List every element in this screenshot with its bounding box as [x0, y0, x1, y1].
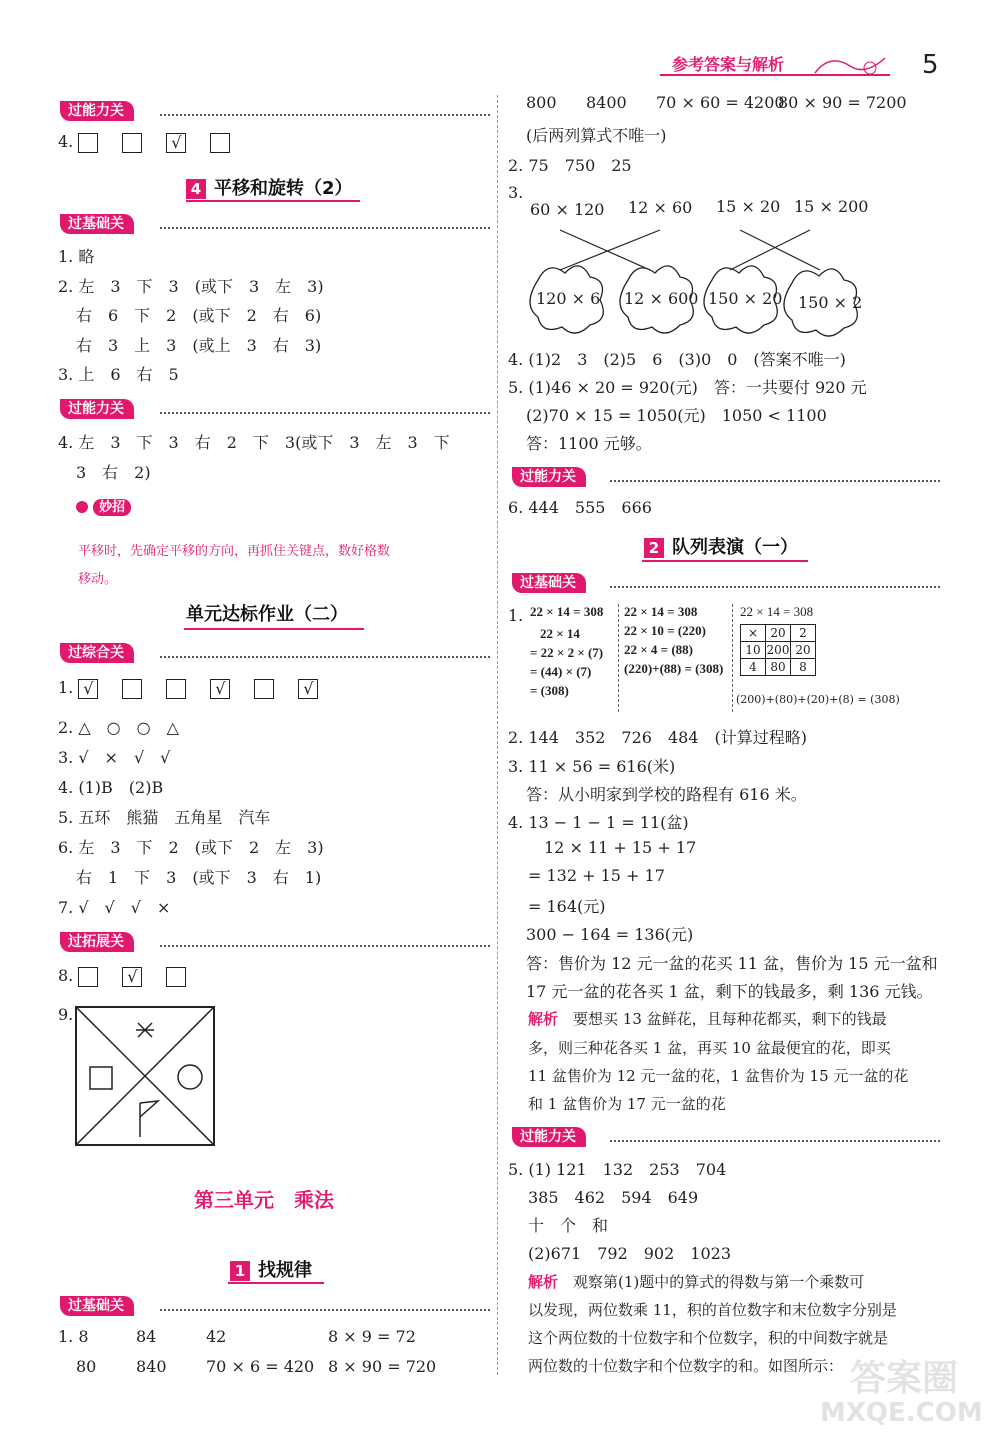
answer-number: 4.	[58, 132, 74, 151]
analysis-text: 和 1 盆售价为 17 元一盆的花	[528, 1095, 726, 1113]
badge-basic: 过基础关	[60, 1296, 134, 1316]
checkbox-checked: √	[298, 679, 318, 699]
watermark-url: MXQE.COM	[820, 1398, 983, 1428]
answer-line: 1. 8	[58, 1327, 89, 1346]
answer-line: 5. (1) 121 132 253 704	[508, 1160, 727, 1179]
answer-line: 2. 75 750 25	[508, 156, 632, 175]
answer-number: 1.	[508, 606, 524, 625]
answer-cell: 840	[136, 1357, 167, 1376]
checkbox-empty	[166, 679, 186, 699]
answer-line: 4. (1)B (2)B	[58, 778, 164, 797]
answer-line: (后两列算式不唯一)	[526, 126, 667, 145]
flower-expr: 150 × 20	[708, 289, 783, 308]
table-cell: 10	[741, 642, 766, 659]
header-decoration-icon	[810, 48, 890, 80]
answer-cell: 80 × 90 = 7200	[778, 93, 907, 112]
section-number: 1	[230, 1261, 250, 1281]
method-line: = (44) × (7)	[530, 664, 592, 679]
badge-extension: 过拓展关	[60, 932, 134, 952]
answer-cell: 84	[136, 1327, 157, 1346]
section-title-text: 队列表演（一）	[672, 537, 798, 558]
answer-line: 2. 144 352 726 484 (计算过程略)	[508, 728, 807, 747]
flower-expr: 150 × 2	[798, 293, 863, 312]
dotted-rule	[160, 412, 490, 414]
answer-cell: 70 × 60 = 4200	[656, 93, 785, 112]
column-divider	[497, 95, 498, 1375]
answer-line: 3 右 2)	[76, 463, 151, 482]
analysis-text: 这个两位数的十位数字和个位数字，积的中间数字就是	[528, 1329, 889, 1347]
analysis-text: 要想买 13 盆鲜花，且每种花都买，剩下的钱最	[573, 1010, 887, 1028]
answer-cell: 800	[526, 93, 557, 112]
answer-line: 5. (1)46 × 20 = 920(元) 答：一共要付 920 元	[508, 378, 867, 397]
checkbox-checked: √	[78, 679, 98, 699]
analysis-text: 以发现，两位数乘 11，积的首位数字和末位数字分别是	[528, 1301, 897, 1319]
answer-line: 2. 左 3 下 3 (或下 3 左 3)	[58, 277, 324, 296]
table-row	[741, 642, 816, 659]
table-cell: 200	[766, 643, 790, 657]
analysis-label: 解析	[528, 1010, 559, 1028]
answer-number: 1.	[58, 678, 74, 697]
dotted-rule	[160, 227, 490, 229]
answer-line: (2)70 × 15 = 1050(元) 1050 < 1100	[526, 406, 827, 425]
answer-cell: 70 × 6 = 420	[206, 1357, 315, 1376]
answer-line: 3. √ × √ √	[58, 748, 171, 767]
method-line: (220)+(88) = (308)	[624, 661, 724, 676]
analysis-text: 观察第(1)题中的算式的得数与第一个乘数可	[573, 1273, 865, 1291]
table-cell: 20	[766, 625, 791, 642]
answer-cell: 42	[206, 1327, 227, 1346]
tip-text: 移动。	[78, 572, 118, 587]
answer-line: (2)671 792 902 1023	[528, 1244, 732, 1263]
table-cell: 80	[766, 659, 791, 676]
answer-1-checkboxes	[58, 678, 342, 699]
answer-line: 右 3 上 3 (或上 3 右 3)	[76, 336, 322, 355]
checkbox-empty	[78, 967, 98, 987]
dotted-rule	[610, 1140, 940, 1142]
method-1	[530, 604, 603, 699]
answer-line: = 164(元)	[528, 897, 606, 916]
section-underline	[228, 1282, 324, 1284]
answer-line: 右 1 下 3 (或下 3 右 1)	[76, 868, 322, 887]
badge-ability: 过能力关	[60, 101, 134, 121]
section-number: 4	[186, 179, 206, 199]
badge-ability: 过能力关	[512, 1127, 586, 1147]
section-title-translation-rotation	[186, 174, 353, 200]
analysis-paragraph	[528, 1008, 887, 1029]
multiplication-table	[740, 624, 816, 676]
checkbox-empty	[166, 967, 186, 987]
section-title-text: 找规律	[258, 1260, 312, 1281]
answer-line: 4. 左 3 下 3 右 2 下 3(或下 3 左 3 下	[58, 433, 450, 452]
method-line: 22 × 4 = (88)	[624, 642, 693, 657]
answer-number: 3.	[508, 183, 524, 202]
expr-top: 15 × 200	[794, 197, 869, 216]
watermark-logo: 答案圈	[850, 1358, 959, 1399]
answer-line: 7. √ √ √ ×	[58, 898, 171, 917]
expr-top: 60 × 120	[530, 200, 605, 219]
method-3	[740, 604, 816, 676]
checkbox-empty	[78, 133, 98, 153]
answer-line: 6. 444 555 666	[508, 498, 652, 517]
dotted-rule	[610, 480, 940, 482]
badge-comprehensive: 过综合关	[60, 643, 134, 663]
answer-line: 2. △ ○ ○ △	[58, 718, 179, 737]
section-underline	[184, 628, 364, 630]
tip-label: 妙招	[93, 499, 131, 516]
answer-cell: 8 × 90 = 720	[328, 1357, 437, 1376]
checkbox-empty	[122, 133, 142, 153]
page-number: 5	[922, 50, 939, 80]
method-line: 22 × 10 = (220)	[624, 623, 706, 638]
checkbox-empty	[210, 133, 230, 153]
dotted-rule	[160, 945, 490, 947]
section-title-find-pattern	[230, 1256, 312, 1282]
badge-ability: 过能力关	[512, 467, 586, 487]
table-cell: 8	[791, 659, 816, 676]
answer-line: 3. 11 × 56 = 616(米)	[508, 757, 676, 776]
checkbox-checked: √	[166, 133, 186, 153]
analysis-text: 多，则三种花各买 1 盆，再买 10 盆最便宜的花，即买	[528, 1039, 891, 1057]
table-cell: 2	[791, 625, 816, 642]
method-divider	[618, 604, 619, 712]
dotted-rule	[160, 114, 490, 116]
checkbox-checked: √	[122, 967, 142, 987]
header-title: 参考答案与解析	[672, 55, 785, 74]
answer-line: 6. 左 3 下 2 (或下 2 左 3)	[58, 838, 324, 857]
method-divider	[732, 604, 733, 712]
answer-number: 9.	[58, 1005, 74, 1024]
method-sum: (200)+(80)+(20)+(8) = (308)	[736, 693, 900, 706]
analysis-paragraph	[528, 1271, 864, 1292]
answer-cell: 80	[76, 1357, 97, 1376]
answer-line: 385 462 594 649	[528, 1188, 699, 1207]
figure-square-diagram	[74, 1005, 218, 1149]
flower-expr: 12 × 600	[624, 289, 699, 308]
answer-line: 4. 13 − 1 − 1 = 11(盆)	[508, 813, 689, 832]
badge-basic: 过基础关	[512, 573, 586, 593]
table-cell: ×	[741, 625, 766, 642]
answer-line: 答：1100 元够。	[526, 434, 652, 453]
answer-line: = 132 + 15 + 17	[528, 866, 665, 885]
tip-heading	[76, 496, 131, 515]
unit-work-title: 单元达标作业（二）	[186, 604, 348, 625]
checkbox-empty	[254, 679, 274, 699]
dotted-rule	[610, 586, 940, 588]
method-line: = 22 × 2 × (7)	[530, 645, 604, 660]
lightbulb-icon	[76, 501, 88, 513]
section-title-parade	[644, 533, 798, 559]
method-line: 22 × 14 = 308	[624, 604, 698, 619]
unit-3-title: 第三单元 乘法	[194, 1188, 334, 1212]
analysis-label: 解析	[528, 1273, 559, 1291]
checkbox-empty	[122, 679, 142, 699]
section-number: 2	[644, 538, 664, 558]
answer-line: 4. (1)2 3 (2)5 6 (3)0 0 (答案不唯一)	[508, 350, 846, 369]
dotted-rule	[160, 656, 490, 658]
section-title-text: 平移和旋转（2）	[214, 178, 353, 199]
answer-cell: 8 × 9 = 72	[328, 1327, 416, 1346]
method-line: = (308)	[530, 683, 569, 698]
answer-line: 3. 上 6 右 5	[58, 365, 179, 384]
analysis-text: 11 盆售价为 12 元一盆的花，1 盆售价为 15 元一盆的花	[528, 1067, 909, 1085]
method-line: 22 × 14 = 308	[530, 604, 604, 619]
answer-line: 答：从小明家到学校的路程有 616 米。	[526, 785, 807, 804]
flower-expr: 120 × 6	[536, 289, 601, 308]
table-row	[741, 625, 816, 642]
answer-line: 5. 五环 熊猫 五角星 汽车	[58, 808, 271, 827]
answer-line: 17 元一盆的花各买 1 盆，剩下的钱最多，剩 136 元钱。	[526, 982, 933, 1001]
matching-diagram	[520, 225, 880, 345]
answer-line: 右 6 下 2 (或下 2 右 6)	[76, 306, 322, 325]
badge-ability: 过能力关	[60, 399, 134, 419]
dotted-rule	[160, 1309, 490, 1311]
answer-line: 1. 略	[58, 247, 95, 266]
analysis-text: 两位数的十位数字和个位数字的和。如图所示：	[528, 1357, 844, 1375]
answer-line: 答：售价为 12 元一盆的花买 11 盆，售价为 15 元一盆和	[526, 954, 938, 973]
badge-basic: 过基础关	[60, 214, 134, 234]
tip-text: 平移时，先确定平移的方向，再抓住关键点，数好格数	[78, 544, 391, 559]
answer-cell: 8400	[586, 93, 627, 112]
answer-line: 12 × 11 + 15 + 17	[544, 838, 697, 857]
method-line: 22 × 14 = 308	[740, 604, 814, 619]
answer-4-checkboxes	[58, 132, 254, 153]
section-underline	[186, 200, 360, 202]
table-cell: 4	[741, 659, 766, 676]
answer-line: 十 个 和	[528, 1216, 609, 1235]
method-line: 22 × 14	[540, 626, 580, 641]
expr-top: 15 × 20	[716, 197, 781, 216]
checkbox-checked: √	[210, 679, 230, 699]
answer-line: 300 − 164 = 136(元)	[526, 925, 694, 944]
section-underline	[642, 560, 808, 562]
table-cell: 20	[791, 642, 816, 659]
method-2	[624, 604, 723, 677]
answer-8-checkboxes	[58, 966, 210, 987]
expr-top: 12 × 60	[628, 198, 693, 217]
table-row	[741, 659, 816, 676]
answer-number: 8.	[58, 966, 74, 985]
